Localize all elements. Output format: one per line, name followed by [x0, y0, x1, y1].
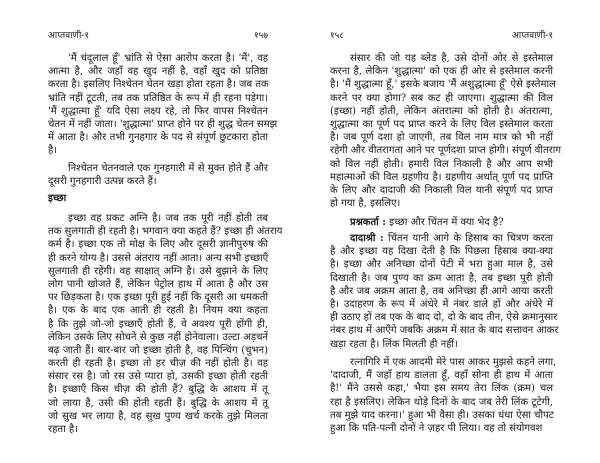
text-line: रहता है।: [48, 424, 78, 435]
text-line: करती ही रहती है। इच्छा तो हर चीज़ की नहीं होती है। वह: [48, 358, 268, 370]
speaker-label: प्रश्नकर्ता :: [350, 217, 386, 228]
text-line: 'दादाजी, मैं जहाँ हाथ डालता हूँ, वहाँ सोना ही हाथ में आता: [330, 370, 553, 382]
text-line: जो लाया है, उसी की होती रहती हैं। बुद्धि के आशय में तू: [48, 397, 268, 409]
paragraph: [48, 52, 278, 158]
text-line: में आता है। और तभी गुनहगार के पद से संपूर्ण छुटकारा होता: [48, 132, 268, 144]
section-heading: [48, 192, 268, 205]
text-line: सुलगाती ही रहेंगी। वह साक्षात् अग्नि है। उसे बुझाने के लिए: [48, 265, 268, 277]
text-line: शुद्धात्मा का पूर्ण पद प्राप्त करने के लिए विल इस्तेमाल करता: [330, 118, 553, 130]
text-line: चेतन में नहीं जाता। 'शुद्धात्मा' प्राप्त होने पर ही शुद्ध चेतन समझ: [48, 118, 278, 130]
text-line: भ्रांति नहीं टूटती, तब तक प्रतिष्ठित के रूप में ही रहना पड़ेगा।: [48, 92, 268, 104]
text-line: के लिए और दादाजी की निकाली विल यानी संपूर्ण पद प्राप्त: [330, 184, 553, 196]
text-line: संसार रस है। जो रस उसे प्यारा हो, उसकी इच्छा होती रहती: [48, 371, 268, 383]
text-line: दूसरी गुनहगारी उत्पन्न करते हैं।: [48, 176, 157, 188]
text-line: है। एक के बाद एक आती ही रहती है। नियम क्या कहता: [48, 305, 268, 317]
paragraph: [330, 52, 561, 210]
text-line: करना है, लेकिन 'शुद्धात्मा' को एक ही ओर से इस्तेमाल करनी: [330, 66, 553, 78]
text-line: इच्छा: [48, 193, 67, 204]
text-line: हो गया है, इसलिए।: [330, 198, 401, 210]
paragraph: [48, 162, 268, 188]
text-line: ही उठाए हों तब एक के बाद दो, दो के बाद तीन, ऐसे क्रमानुसार: [330, 312, 558, 324]
answer: [330, 232, 559, 351]
text-line: 'मैं चंदूलाल हूँ' भ्रांति से ऐसा आरोप करता है। 'मैं', वह: [68, 53, 268, 64]
text-line: है!' मैंने उससे कहा,' भैया इस समय तेरा लिंक (क्रम) चल: [330, 383, 553, 395]
text-line: बढ़ जाती हैं। बार-बार जो इच्छा होती है, वह पिन्चिंग (चुभन): [48, 344, 268, 356]
line-text: इच्छा और चिंतन में क्या भेद है?: [389, 217, 504, 228]
text-line: है। इच्छाएँ किस चीज़ की होती हैं? बुद्धि के आशय में तू: [48, 384, 268, 396]
text-line: रहा है इसलिए। लेकिन थोड़े दिनों के बाद जब तेरी लिंक टूटेगी,: [330, 396, 553, 408]
text-line: नंबर हाथ में आएँगे जबकि अक्रम में सात के बाद सत्तावन आकर: [330, 325, 559, 337]
book-title: आप्तवाणी-१: [48, 31, 89, 41]
text-line: संसार की जो यह ब्लेड है, उसे दोनों ओर से इस्तेमाल: [350, 53, 553, 64]
text-line: को विल नहीं होती। हमारी विल निकाली है और आप सभी: [330, 158, 553, 170]
text-line: दिखाती है। जब पुण्य का क्रम आता है, तब इच्छा पूरी होती: [330, 272, 553, 284]
text-line: रहेगी और वीतरागता आने पर पूर्णदशा प्राप्त होगी। संपूर्ण वीतराग: [330, 145, 561, 157]
text-line: [330, 232, 553, 245]
speaker-label: दादाश्री :: [350, 233, 384, 244]
text-line: है और इच्छा यह दिखा देती है कि पिछला हिसाब क्या-क्या: [330, 246, 553, 258]
text-line: तक सुलगाती ही रहती है। भगवान क्या कहते हैं? इच्छा ही अंतराय: [48, 226, 283, 238]
text-line: पर छिड़कता है। एक इच्छा पूरी हुई नहीं कि दूसरी आ धमकती: [48, 292, 268, 304]
text-line: है।: [48, 145, 58, 157]
text-line: है। जब पूर्ण दशा हो जाएगी, तब विल नाम मात्र को भी नहीं: [330, 132, 553, 144]
text-line: करता है। इसलिए निश्चेतन चेतन खड़ा होता रहता है। जब तक: [48, 79, 269, 91]
text-line: लेकिन उसके लिए सोचने से कुछ नहीं होनेवाला। उल्टा अड़चनें: [48, 331, 268, 343]
text-line: तब मुझे याद करना।' हुआ भी वैसा ही। उसका धंधा ऐसा चौपट: [330, 409, 554, 421]
page-number: १५७: [253, 31, 268, 41]
question: [330, 216, 553, 229]
text-line: इच्छा वह प्रकट अग्नि है। जब तक पूरी नहीं होती तब: [68, 213, 268, 224]
page-number: १५८: [330, 31, 345, 41]
text-line: है। उदाहरण के रूप में अंधेरे में नंबर डाले हों और अंधेरे में: [330, 298, 553, 310]
paragraph: [48, 212, 283, 436]
text-line: खड़ा रहता है। लिंक मिलती ही नहीं।: [330, 338, 458, 350]
text-line: हुआ कि पति-पत्नी दोनों ने ज़हर पी लिया। वह तो संयोगवश: [330, 422, 543, 434]
line-text: चिंतन यानी आगे के हिसाब का चित्रण करता: [387, 233, 553, 244]
text-line: महात्माओं की विल ग्रहणीय है। ग्रहणीय अर्थात् पूर्ण पद प्राप्ति: [330, 171, 553, 183]
text-line: है। 'मैं शुद्धात्मा हूँ,' इसके बजाय 'मैं अशुद्धात्मा हूँ' ऐसे इस्तेमाल: [330, 79, 556, 91]
text-line: है। इच्छा और अनिच्छा दोनों पेटी में भरा हुआ माल है, उसे: [330, 259, 553, 271]
paragraph: [330, 356, 557, 435]
text-line: आत्मा है, और जहाँ वह खुद नहीं है, वहाँ खुद को प्रतिष्ठा: [48, 66, 268, 78]
text-line: ही करने योग्य है। उससे अंतराय नहीं आता। अन्य सभी इच्छाएँ: [48, 252, 269, 264]
text-line: 'मैं शुद्धात्मा हूँ' यदि ऐसा लक्ष्य रहे, तो फिर वापस निश्चेतन: [48, 105, 268, 117]
text-line: (इच्छा) नहीं होती, लेकिन अंतरात्मा को होती है। अंतरात्मा,: [330, 105, 553, 117]
text-line: रत्नागिरि में एक आदमी मेरे पास आकर मुझसे कहने लगा,: [350, 357, 557, 368]
text-line: जो सुख भर लाया है, वह सुख पुण्य खर्च करके तुझे मिलता: [48, 410, 268, 422]
running-header: [48, 28, 268, 40]
right-page: [300, 0, 600, 463]
text-line: [330, 216, 553, 229]
book-title: आप्तवाणी-१: [512, 31, 553, 41]
text-line: करने पर क्या होगा? सब कट ही जाएगा। शुद्धात्मा की विल: [330, 92, 553, 104]
text-line: है कि तुझे जो-जो इच्छाएँ होती हैं, वे अवश्य पूरी होंगी ही,: [48, 318, 268, 330]
text-line: है और जब अक्रम आता है, तब अनिच्छा ही आगे आया करती: [330, 285, 553, 297]
text-line: कर्म है। इच्छा एक तो मोक्ष के लिए और दूसरी ज्ञानीपुरुष की: [48, 239, 268, 251]
running-header: [330, 28, 553, 40]
text-line: लोग पानी खोजते हैं, लेकिन पेट्रोल हाथ में आता है और उस: [48, 278, 268, 290]
text-line: निश्चेतन चेतनवाले एक गुनहगारी में से मुक्त होते हैं और: [68, 163, 268, 174]
